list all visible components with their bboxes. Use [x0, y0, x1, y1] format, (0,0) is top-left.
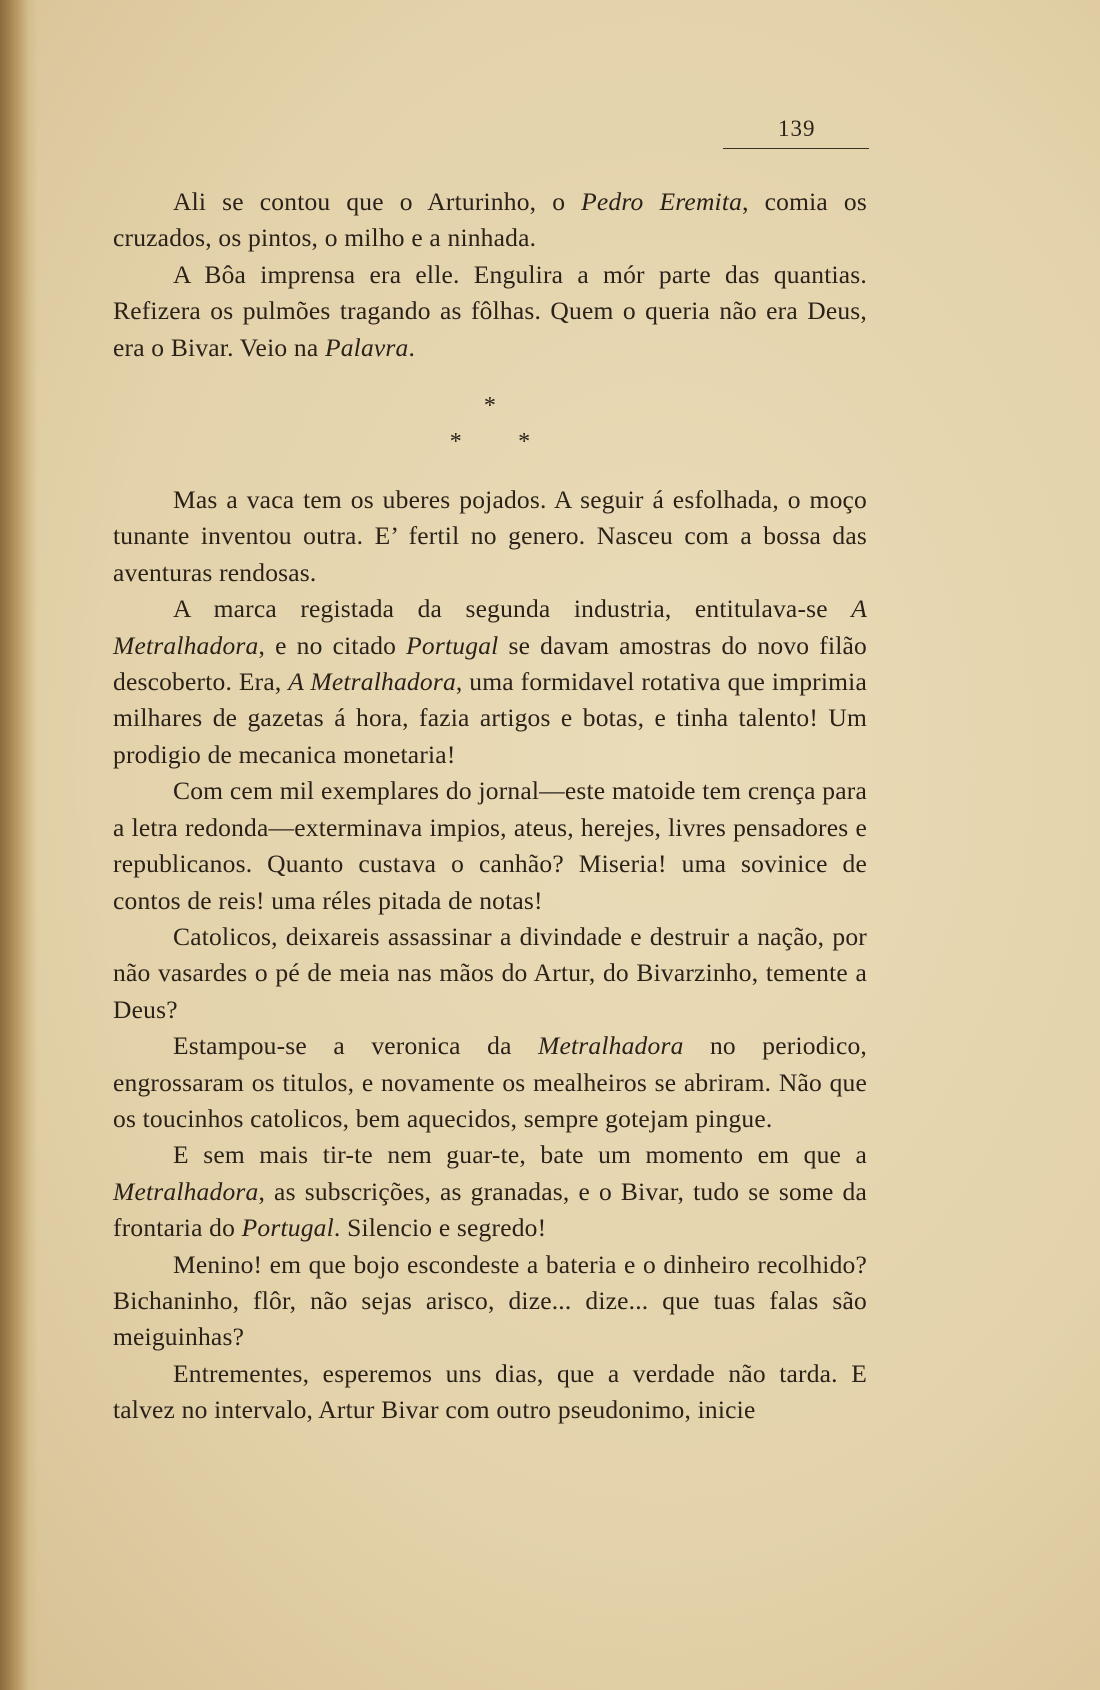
italic-run: Metralhadora	[113, 1176, 259, 1206]
text-run: Mas a vaca tem os uberes pojados. A seguir á esfolhada, o moço tunante inventou outra. E’ fertil no genero. Nasceu com a bossa das aventuras rendosas.	[113, 485, 867, 587]
italic-run: Metralhadora	[538, 1031, 684, 1061]
text-run: , e no citado	[258, 630, 407, 660]
paragraph	[113, 773, 867, 919]
text-run: , comia os cruzados, os pintos, o milho e a ninhada.	[113, 187, 868, 253]
text-run: Menino! em que bojo escondeste a bateria e o dinheiro recolhido? Bichaninho, flôr, não sejas arisco, dize... dize... que tuas falas são meiguinhas?	[113, 1249, 867, 1352]
text-run: . Silencio e segredo!	[333, 1213, 547, 1243]
italic-run: Portugal	[241, 1213, 334, 1243]
text-run: A Bôa imprensa era elle. Engulira a mór parte das quantias. Refizera os pulmões tragando as fôlhas. Quem o queria não era Deus, era o Bivar. Veio na	[113, 259, 867, 362]
paragraph	[113, 1356, 867, 1429]
paragraph	[113, 591, 867, 773]
text-run: no periodico, engrossaram os titulos, e novamente os mealheiros se abriram. Não que os toucinhos catolicos, bem aquecidos, sempre gotejam pingue.	[113, 1031, 867, 1133]
paragraph	[113, 257, 867, 366]
text-run: .	[408, 332, 416, 362]
text-run: A marca registada da segunda industria, entitulava-se	[173, 594, 852, 624]
book-spine-shadow	[0, 0, 38, 1690]
text-run: E sem mais tir-te nem guar-te, bate um momento em que a	[173, 1140, 867, 1170]
text-run: , uma formidavel rotativa que imprimia milhares de gazetas á hora, fazia artigos e botas, e tinha talento! Um prodigio de mecanica monetaria!	[113, 667, 867, 769]
text-run: Entrementes, esperemos uns dias, que a verdade não tarda. E talvez no intervalo, Artur Bivar com outro pseudonimo, inicie	[113, 1358, 867, 1425]
paragraphs-after-break	[113, 482, 867, 1429]
text-run: Catolicos, deixareis assassinar a divindade e destruir a nação, por não vasardes o pé de meia nas mãos do Artur, do Bivarzinho, temente a Deus?	[113, 921, 867, 1024]
section-break-asterism	[113, 366, 867, 482]
paragraph	[113, 919, 867, 1028]
italic-run: Portugal	[406, 630, 499, 660]
page-number: 139	[778, 116, 816, 141]
italic-run: Pedro Eremita	[581, 187, 743, 216]
paragraph	[113, 1247, 867, 1356]
body-text	[113, 184, 867, 1429]
asterism-top: *	[483, 393, 497, 420]
italic-run: Palavra	[324, 332, 409, 362]
paragraphs-before-break	[113, 184, 867, 366]
text-run: Com cem mil exemplares do jornal—este matoide tem crença para a letra redonda—exterminava impios, ateus, herejes, livres pensadores e republicanos. Quanto custava o canhão? Miseria! uma sovinice de contos de reis! uma réles pitada de notas!	[113, 776, 867, 915]
text-run: Estampou-se a veronica da	[173, 1031, 539, 1061]
header-rule	[723, 148, 869, 149]
italic-run: A Metralhadora	[113, 594, 867, 660]
paragraph	[113, 482, 867, 591]
italic-run: A Metralhadora	[288, 667, 456, 697]
paragraph	[113, 1137, 867, 1246]
text-run: Ali se contou que o Arturinho, o	[173, 187, 582, 216]
text-run: se davam amostras do novo filão descoberto. Era,	[113, 630, 867, 697]
text-run: , as subscrições, as granadas, e o Bivar, tudo se some da frontaria do	[113, 1176, 867, 1243]
paragraph	[113, 184, 867, 257]
paragraph	[113, 1028, 867, 1137]
asterism-bottom: * *	[449, 429, 531, 456]
